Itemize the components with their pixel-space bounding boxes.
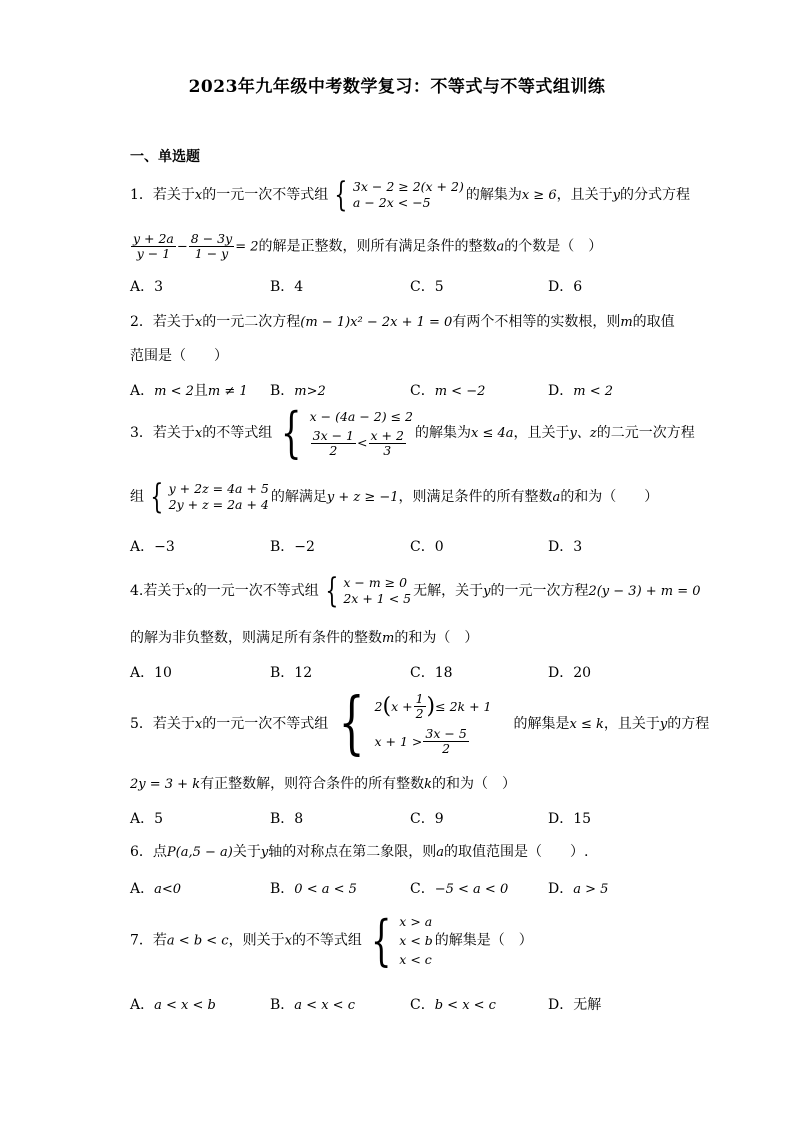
q3-line-2: 组 { y + 2z = 4a + 5 2y + z = 2a + 4 的解满足y + z ≥ −1，则满足条件的所有整数a的和为（ ） (130, 477, 659, 517)
q6-option-a[interactable]: A．a<0 (130, 881, 182, 897)
q3-option-b[interactable]: B．−2 (270, 539, 315, 555)
q1-line-1 (130, 175, 690, 215)
page-title: 2023年九年级中考数学复习：不等式与不等式组训练 (188, 77, 606, 97)
q2-var-x: x (194, 315, 203, 330)
q1-var-x: x (194, 188, 203, 203)
q7-option-b[interactable]: B．a < x < c (270, 997, 355, 1013)
q3-option-c[interactable]: C．0 (410, 539, 444, 555)
q1-text-h: 的个数是（ ） (504, 238, 603, 255)
q4-line-2: 的解为非负整数，则满足所有条件的整数m的和为（ ） (130, 630, 479, 646)
q1-var-a: a (496, 239, 505, 255)
q2-option-c[interactable]: C．m < −2 (410, 383, 486, 399)
q7-option-c[interactable]: C．b < x < c (410, 997, 496, 1013)
q3-inequality-system: { x − (4a − 2) ≤ 2 $\frac{3x - 1}{2}$ < $\frac{x + 2}{3}$ (281, 401, 414, 464)
q1-brace: { (334, 175, 348, 215)
q5-option-c[interactable]: C．9 (410, 811, 444, 827)
q1-text-b: 的一元一次不等式组 (202, 187, 329, 203)
q5-line-2: 2y = 3 + k有正整数解，则符合条件的所有整数k的和为（ ） (130, 776, 516, 792)
q1-text-e: 的分式方程 (619, 187, 690, 203)
q3-ineq-1: x − (4a − 2) ≤ 2 (309, 408, 414, 424)
q1-var-y: y (612, 188, 620, 203)
q6-option-d[interactable]: D．a > 5 (548, 881, 609, 897)
q1-option-d[interactable]: D．6 (548, 279, 583, 295)
q2-line-2: 范围是（ ） (130, 348, 228, 364)
q7-option-d[interactable]: D．无解 (548, 997, 602, 1013)
q1-option-c[interactable]: C．5 (410, 279, 444, 295)
q1-solution-set: x ≥ 6 (521, 188, 557, 203)
q3-brace: { (281, 401, 302, 464)
q5-option-a[interactable]: A．5 (130, 811, 164, 827)
q3-option-d[interactable]: D．3 (548, 539, 583, 555)
q1-line-2: $\frac{y + 2a}{y - 1}$ − $\frac{8 - 3y}{1 - y}$ = 2的解是正整数，则所有满足条件的整数a的个数是（ ） (133, 231, 603, 261)
q3-option-a[interactable]: A．−3 (130, 539, 175, 555)
q4-option-b[interactable]: B．12 (270, 665, 313, 681)
q1-option-b[interactable]: B．4 (270, 279, 304, 295)
q6-option-c[interactable]: C．−5 < a < 0 (410, 881, 509, 897)
q1-text-d: ，且关于 (556, 187, 613, 203)
q1-text-g: 的解是正整数，则所有满足条件的整数 (258, 238, 497, 255)
q5-inequality-system: { 2 ( x + $\frac{1}{2}$ ) ≤ 2k + 1 x + 1 > $\frac{3x - 5}{2}$ (338, 684, 492, 763)
q6-option-b[interactable]: B．0 < a < 5 (270, 881, 357, 897)
q1-equals: = 2 (235, 239, 259, 255)
q4-inequality-system: { x − m ≥ 0 2x + 1 < 5 (325, 571, 412, 611)
q3-solution-set: x ≤ 4a (471, 426, 514, 441)
q1-ineq-2: a − 2x < −5 (352, 195, 431, 210)
q1-fraction-2: $\frac{8 - 3y}{1 - y}$ (190, 231, 233, 261)
q3-var-x: x (194, 426, 203, 441)
section-heading: 一、单选题 (130, 149, 200, 165)
q7-line-1: 7．若a < b < c，则关于x的不等式组 { x > a x < b x < c 的解集是（ ） (130, 908, 533, 972)
q6-point: P(a,5 − a) (166, 845, 233, 860)
q6-line-1: 6．点P(a,5 − a)关于y轴的对称点在第二象限，则a的取值范围是（ ）. (130, 844, 589, 860)
q5-option-b[interactable]: B．8 (270, 811, 304, 827)
q2-line-1: 2．若关于x的一元二次方程(m − 1)x² − 2x + 1 = 0有两个不相等的实数根，则m的取值 (130, 314, 675, 330)
q4-option-d[interactable]: D．20 (548, 665, 592, 681)
q5-line-1: 5．若关于x的一元一次不等式组 { 2 ( x + $\frac{1}{2}$ ) ≤ 2k + 1 x + 1 > $\frac{3x - 5}{2}$ 的解集是x ≤ k，且关于y的方程 (130, 684, 710, 763)
q4-line-1: 4.若关于x的一元一次不等式组 { x − m ≥ 0 2x + 1 < 5 无解，关于y的一元一次方程2(y − 3) + m = 0 (130, 571, 701, 611)
q7-inequality-system: { x > a x < b x < c (370, 908, 433, 972)
q1-option-a[interactable]: A．3 (130, 279, 164, 295)
q4-option-c[interactable]: C．18 (410, 665, 453, 681)
q1-text-a: 1．若关于 (130, 187, 195, 203)
q4-equation: 2(y − 3) + m = 0 (588, 584, 701, 599)
q1-inequality-system (330, 175, 464, 215)
q7-option-a[interactable]: A．a < x < b (130, 997, 216, 1013)
q2-equation: (m − 1)x² − 2x + 1 = 0 (300, 315, 453, 330)
q3-equation-system: { y + 2z = 4a + 5 2y + z = 2a + 4 (150, 477, 269, 517)
q3-line-1: 3．若关于x的不等式组 { x − (4a − 2) ≤ 2 $\frac{3x - 1}{2}$ < $\frac{x + 2}{3}$ 的解集为x ≤ 4a，且关于y、z的二元一次方程 (130, 401, 695, 464)
q1-text-c: 的解集为 (465, 187, 522, 203)
q4-option-a[interactable]: A．10 (130, 665, 172, 681)
q5-option-d[interactable]: D．15 (548, 811, 592, 827)
q2-option-d[interactable]: D．m < 2 (548, 383, 613, 399)
q1-ineq-1: 3x − 2 ≥ 2(x + 2) (352, 179, 464, 194)
q2-option-a[interactable]: A．m < 2且m ≠ 1 (130, 383, 248, 399)
q2-option-b[interactable]: B．m>2 (270, 383, 326, 399)
q2-var-m: m (620, 315, 633, 330)
q1-fraction-1: $\frac{y + 2a}{y - 1}$ (133, 231, 174, 261)
